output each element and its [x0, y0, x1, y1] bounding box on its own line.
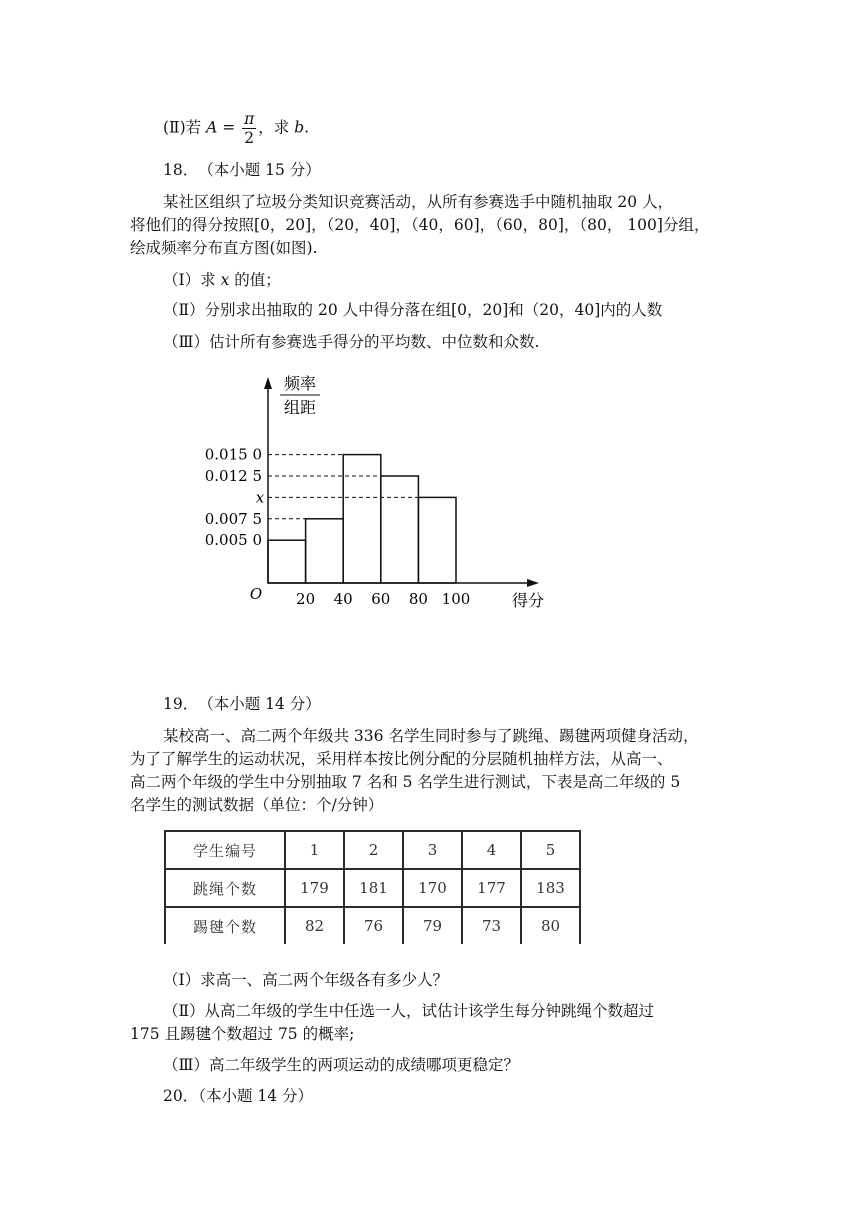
- table-cell: 170: [403, 869, 462, 907]
- table-row-label: 踢毽个数: [165, 907, 285, 944]
- table-cell: 181: [344, 869, 403, 907]
- histogram-bar: [306, 519, 344, 583]
- q19-part2-line-1: （Ⅱ）从高二年级的学生中任选一人，试估计该学生每分钟跳绳个数超过: [163, 1002, 655, 1020]
- y-axis-arrow: [264, 377, 272, 389]
- x-tick-label: 20: [296, 590, 316, 608]
- x-axis-arrow: [527, 579, 539, 587]
- table-row: [165, 907, 580, 944]
- fraction-numerator: π: [244, 110, 255, 128]
- table-cell: 179: [285, 869, 344, 907]
- q19-header: 19． （本小题 14 分）: [163, 695, 321, 713]
- histogram-bar: [343, 455, 381, 583]
- x-tick-label: 40: [333, 590, 353, 608]
- table-cell: 76: [344, 907, 403, 944]
- origin-label: O: [249, 585, 263, 603]
- q19-para-line-2: 为了了解学生的运动状况，采用样本按比例分配的分层随机抽样方法，从高一、: [130, 750, 673, 768]
- x-tick-label: 80: [408, 590, 428, 608]
- histogram-bar: [418, 497, 456, 583]
- table-row: [165, 831, 580, 869]
- y-tick-label: x: [255, 488, 265, 507]
- table-cell: 79: [403, 907, 462, 944]
- q20-header: 20．（本小题 14 分）: [163, 1087, 314, 1105]
- table-cell: 183: [521, 869, 580, 907]
- table-cell: 2: [344, 831, 403, 869]
- equals-sign: =: [217, 118, 241, 137]
- table-row: [165, 869, 580, 907]
- test-data-table: [164, 830, 581, 944]
- table-cell: 4: [462, 831, 521, 869]
- table-cell: 1: [285, 831, 344, 869]
- part2-prefix: (Ⅱ)若: [163, 118, 207, 137]
- q19-part2-line-2: 175 且踢毽个数超过 75 的概率;: [130, 1025, 355, 1043]
- q19-part1: （Ⅰ）求高一、高二两个年级各有多少人？: [163, 971, 449, 989]
- y-tick-label: 0.007 5: [204, 509, 262, 528]
- x-tick-label: 100: [441, 590, 471, 608]
- table-cell: 3: [403, 831, 462, 869]
- y-tick-label: 0.005 0: [204, 531, 262, 550]
- q18-part1-post: 的值；: [229, 271, 281, 289]
- part2-mid: ，求: [258, 118, 295, 137]
- q18-header: 18． （本小题 15 分）: [163, 161, 321, 179]
- var-b: b: [294, 118, 305, 137]
- table-cell: 73: [462, 907, 521, 944]
- y-tick-label: 0.012 5: [204, 467, 262, 485]
- table-cell: 177: [462, 869, 521, 907]
- q18-part3: （Ⅲ）估计所有参赛选手得分的平均数、中位数和众数.: [163, 333, 540, 351]
- part2-end: .: [304, 118, 310, 137]
- y-axis-label-bottom: 组距: [283, 398, 317, 417]
- table-cell: 80: [521, 907, 580, 944]
- histogram-bar: [381, 476, 419, 583]
- fraction-denominator: 2: [244, 129, 255, 147]
- q18-part1-var: x: [220, 271, 230, 289]
- q19-para-line-3: 高二两个年级的学生中分别抽取 7 名和 5 名学生进行测试，下表是高二年级的 5: [130, 773, 681, 791]
- y-axis-label-top: 频率: [283, 374, 317, 393]
- q19-para-line-1: 某校高一、高二两个年级共 336 名学生同时参与了跳绳、踢毽两项健身活动，: [163, 727, 699, 745]
- table-cell: 82: [285, 907, 344, 944]
- q18-para-line-2: 将他们的得分按照[0，20]，（20，40]，（40，60]，（60，80]，（80， 100]分组，: [130, 216, 710, 234]
- q18-para-line-3: 绘成频率分布直方图(如图).: [130, 239, 318, 257]
- histogram-bar: [268, 540, 306, 583]
- q18-para-line-1: 某社区组织了垃圾分类知识竞赛活动，从所有参赛选手中随机抽取 20 人，: [163, 193, 674, 211]
- q19-part3: （Ⅲ）高二年级学生的两项运动的成绩哪项更稳定？: [163, 1056, 519, 1074]
- q18-part1-pre: （Ⅰ）求: [163, 271, 221, 289]
- q18-part2: （Ⅱ）分别求出抽取的 20 人中得分落在组[0，20]和（20，40]内的人数: [163, 301, 663, 319]
- q19-para-line-4: 名学生的测试数据（单位：个/分钟）: [130, 796, 384, 814]
- table-cell: 5: [521, 831, 580, 869]
- x-tick-label: 60: [371, 590, 391, 608]
- x-axis-label: 得分: [511, 591, 545, 610]
- y-tick-label: 0.015 0: [204, 445, 262, 464]
- table-row-label: 学生编号: [165, 831, 285, 869]
- table-row-label: 跳绳个数: [165, 869, 285, 907]
- var-a: A: [206, 118, 218, 137]
